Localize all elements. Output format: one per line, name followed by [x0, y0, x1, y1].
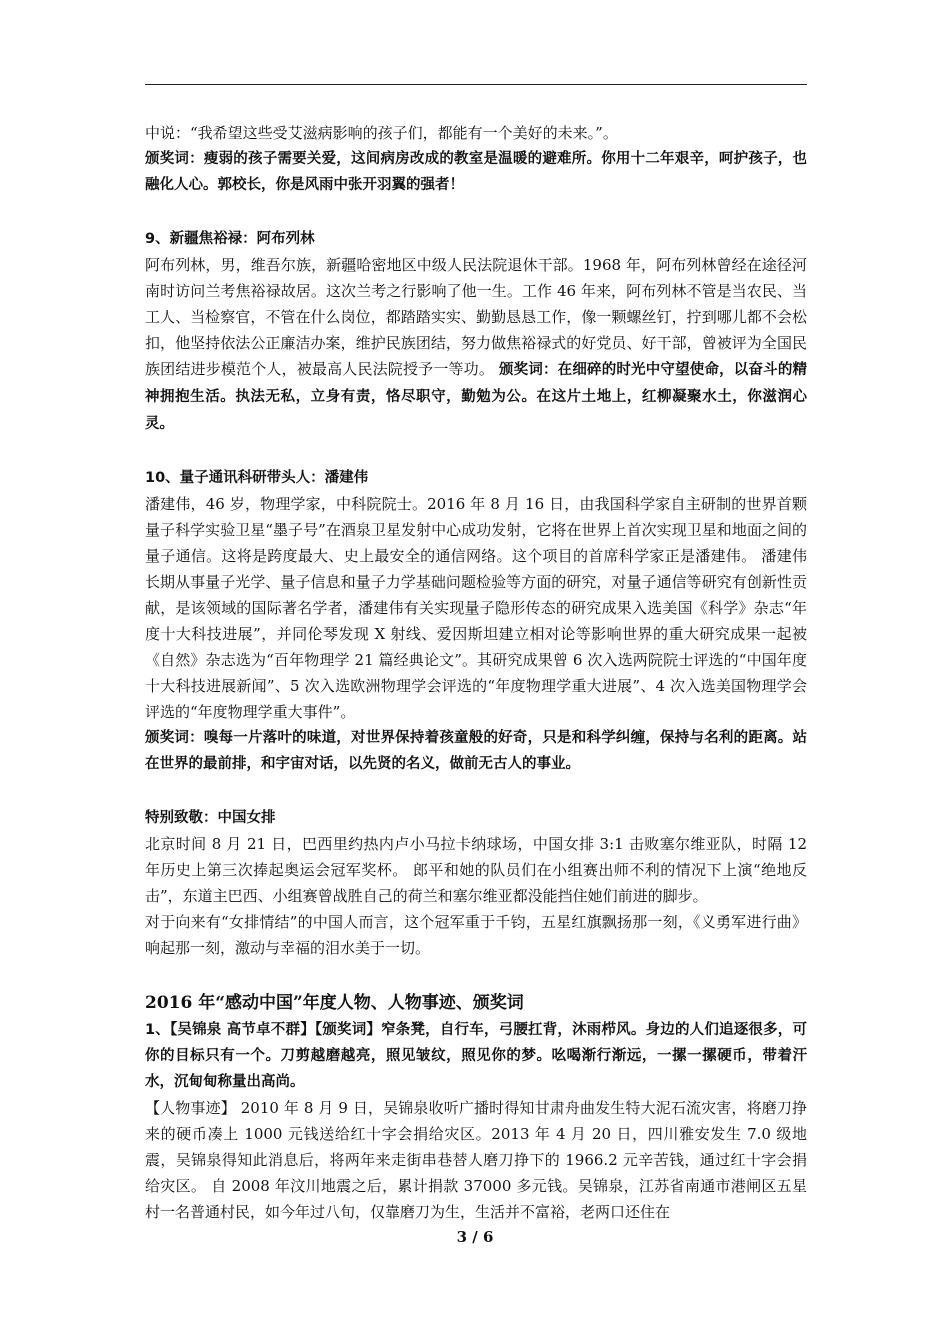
item9-body-text: 阿布列林，男，维吾尔族，新疆哈密地区中级人民法院退休干部。1968 年，阿布列林曾经在途径河南时访问兰考焦裕禄故居。这次兰考之行影响了他一生。工作 46 年来，阿布列林不管是当农民、当工人、当检察官，不管在什么岗位，都踏踏实实、勤勤恳恳工作，像一颗螺丝钉，拧到哪儿都不会松扣，他坚持依法公正廉洁办案，维护民族团结，努力做焦裕禄式的好党员、好干部，曾被评为全国民族团结进步模范个人，被最高人民法院授予一等功。	[145, 256, 807, 378]
award-text-guo: 颁奖词：瘦弱的孩子需要关爱，这间病房改成的教室是温暖的避难所。你用十二年艰辛，呵护孩子，也融化人心。郭校长，你是风雨中张开羽翼的强者！	[145, 151, 807, 193]
section-2016-item1-story: 【人物事迹】 2010 年 8 月 9 日，吴锦泉收听广播时得知甘肃舟曲发生特大泥石流灾害，将磨刀挣来的硬币凑上 1000 元钱送给红十字会捐给灾区。2013 年 4 月 20 日，四川雅安发生 7.0 级地震，吴锦泉得知此消息后，将两年来走街串巷替人磨刀挣下的 1966.2 元辛苦钱，通过红十字会捐给灾区。 自 2008 年汶川地震之后，累计捐款 37000 多元钱。吴锦泉，江苏省南通市港闸区五星村一名普通村民，如今年过八旬，仅靠磨刀为生，生活并不富裕，老两口还住在	[145, 1099, 807, 1221]
document-body	[145, 120, 807, 1225]
item10-heading: 10、量子通讯科研带头人：潘建伟	[145, 470, 369, 486]
special-body-2: 对于向来有“女排情结”的中国人而言，这个冠军重于千钧，五星红旗飘扬那一刻，《义勇军进行曲》响起那一刻，激动与幸福的泪水美于一切。	[145, 913, 807, 957]
item10-body: 潘建伟，46 岁，物理学家，中科院院士。2016 年 8 月 16 日，由我国科学家自主研制的世界首颗量子科学实验卫星“墨子号”在酒泉卫星发射中心成功发射，它将在世界上首次实现卫星和地面之间的量子通信。这将是跨度最大、史上最安全的通信网络。这个项目的首席科学家正是潘建伟。 潘建伟长期从事量子光学、量子信息和量子力学基础问题检验等方面的研究，对量子通信等研究有创新性贡献，是该领域的国际著名学者，潘建伟有关实现量子隐形传态的研究成果入选美国《科学》杂志“年度十大科技进展”，并同伦琴发现 X 射线、爱因斯坦建立相对论等影响世界的重大研究成果一起被《自然》杂志选为“百年物理学 21 篇经典论文”。其研究成果曾 6 次入选两院院士评选的“中国年度十大科技进展新闻”、5 次入选欧洲物理学会评选的“年度物理学重大进展”、4 次入选美国物理学会评选的“年度物理学重大事件”。	[145, 495, 807, 721]
special-heading: 特别致敬：中国女排	[145, 810, 276, 826]
item9-award: 颁奖词：在细碎的时光中守望使命，以奋斗的精神拥抱生活。执法无私，立身有责，恪尽职守，勤勉为公。在这片土地上，红柳凝聚水土，你滋润心灵。	[145, 362, 807, 432]
item10-award: 颁奖词：嗅每一片落叶的味道，对世界保持着孩童般的好奇，只是和科学纠缠，保持与名利的距离。站在世界的最前排，和宇宙对话，以先贤的名义，做前无古人的事业。	[145, 730, 807, 772]
quote-line: 中说：“我希望这些受艾滋病影响的孩子们，都能有一个美好的未来。”。	[145, 124, 618, 142]
page-number: 3 / 6	[456, 1228, 494, 1246]
header-rule	[145, 84, 807, 85]
special-body-1: 北京时间 8 月 21 日，巴西里约热内卢小马拉卡纳球场，中国女排 3:1 击败塞尔维亚队，时隔 12 年历史上第三次捧起奥运会冠军奖杯。 郎平和她的队员们在小组赛出师不利的情况下上演“绝地反击”，东道主巴西、小组赛曾战胜自己的荷兰和塞尔维亚都没能挡住她们前进的脚步。	[145, 835, 807, 905]
section-2016-item1-award: 1、【吴锦泉 高节卓不群】【颁奖词】窄条凳，自行车，弓腰扛背，沐雨栉风。身边的人们追逐很多，可你的目标只有一个。刀剪越磨越亮，照见皱纹，照见你的梦。吆喝渐行渐远，一摞一摞硬币，带着汗水，沉甸甸称量出高尚。	[145, 1022, 807, 1090]
item9-heading: 9、新疆焦裕禄：阿布列林	[145, 231, 315, 247]
section-2016-title: 2016 年“感动中国”年度人物、人物事迹、颁奖词	[145, 993, 524, 1013]
item9-body	[145, 252, 807, 437]
